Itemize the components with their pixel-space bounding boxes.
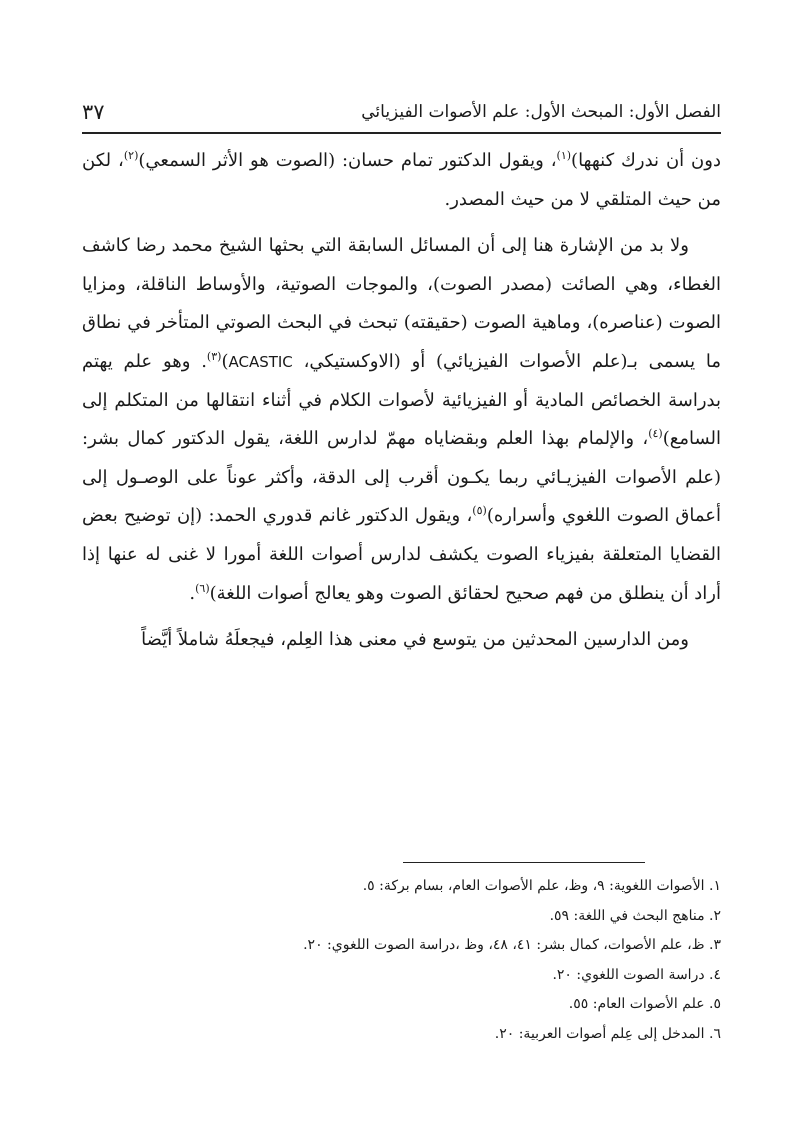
page-header <box>82 92 721 134</box>
paragraph-1 <box>82 142 721 219</box>
footnote-ref: (٤) <box>648 427 663 441</box>
footnote-ref: (٣) <box>206 349 222 363</box>
page-number: ٣٧ <box>82 100 105 124</box>
footnote-ref: (٢) <box>123 149 139 162</box>
footnote-item: ٣. ظ، علم الأصوات، كمال بشر: ٤١، ٤٨، وظ ،دراسة الصوت اللغوي: ٢٠. <box>303 937 721 953</box>
text-run: ، لكن من حيث المتلقي لا من حيث المصدر. <box>82 150 721 210</box>
footnote-item: ١. الأصوات اللغوية: ٩، وظ، علم الأصوات العام، بسام بركة: ٥. <box>362 878 721 894</box>
text-run: . وهو علم يهتم بدراسة الخصائص المادية أو الفيزيائية لأصوات الكلام في أثناء انتقالها من المتكلم إلى السامع) <box>82 350 721 450</box>
footnote-divider <box>403 862 645 863</box>
text-run: ، والإلمام بهذا العلم وبقضاياه مهمّ لدارس اللغة، يقول الدكتور كمال بشر: (علم الأصوات الفيزيـائي ربما يكـون أقرب إلى الدقة، وأكثر عوناً على الوصـول إلى أعماق الصوت اللغوي وأسراره) <box>82 428 721 527</box>
footnote-ref: (٥) <box>472 504 487 518</box>
text-run: ، ويقول الدكتور غانم قدوري الحمد: (إن توضيح بعض القضايا المتعلقة بفيزياء الصوت يكشف لدارس أصوات اللغة أمورا لا غنى له عنها إذا أراد أن ينطلق من فهم صحيح لحقائق الصوت وهو يعالج أصوات اللغة) <box>82 505 721 604</box>
footnote-item: ٥. علم الأصوات العام: ٥٥. <box>568 996 721 1012</box>
footnote-item: ٢. مناهج البحث في اللغة: ٥٩. <box>549 907 721 924</box>
footnote-item: ٦. المدخل إلى عِلم أصوات العربية: ٢٠. <box>494 1025 721 1042</box>
text-run: ولا بد من الإشارة هنا إلى أن المسائل السابقة التي بحثها الشيخ محمد رضا كاشف الغطاء، وهي الصائت (مصدر الصوت)، والموجات الصوتية، والأوساط الناقلة، ومزايا الصوت (عناصره)، وماهية الصوت (حقيقته) تبحث في البحث الصوتي المتأخر في نطاق ما يسمى بـ(علم الأصوات الفيزيائي) أو (الاوكستيكي، <box>82 235 721 372</box>
text-run: ) <box>221 350 229 372</box>
footnote-ref: (١) <box>556 149 572 162</box>
paragraph-2 <box>82 227 721 613</box>
text-run: ، ويقول الدكتور تمام حسان: (الصوت هو الأثر السمعي) <box>138 150 557 171</box>
footnote-ref: (٦) <box>195 581 210 595</box>
footnote-item: ٤. دراسة الصوت اللغوي: ٢٠. <box>552 966 721 983</box>
running-title: الفصل الأول: المبحث الأول: علم الأصوات الفيزيائي <box>361 102 721 122</box>
text-run: . <box>189 582 196 604</box>
text-run: دون أن ندرك كنهها) <box>571 150 721 171</box>
paragraph-3: ومن الدارسين المحدثين من يتوسع في معنى هذا العِلم، فيجعلَهُ شاملاً أيَّضاً <box>141 629 689 651</box>
main-text <box>82 142 721 660</box>
footnotes-list <box>82 872 721 1049</box>
latin-term: ACASTIC <box>228 352 293 371</box>
